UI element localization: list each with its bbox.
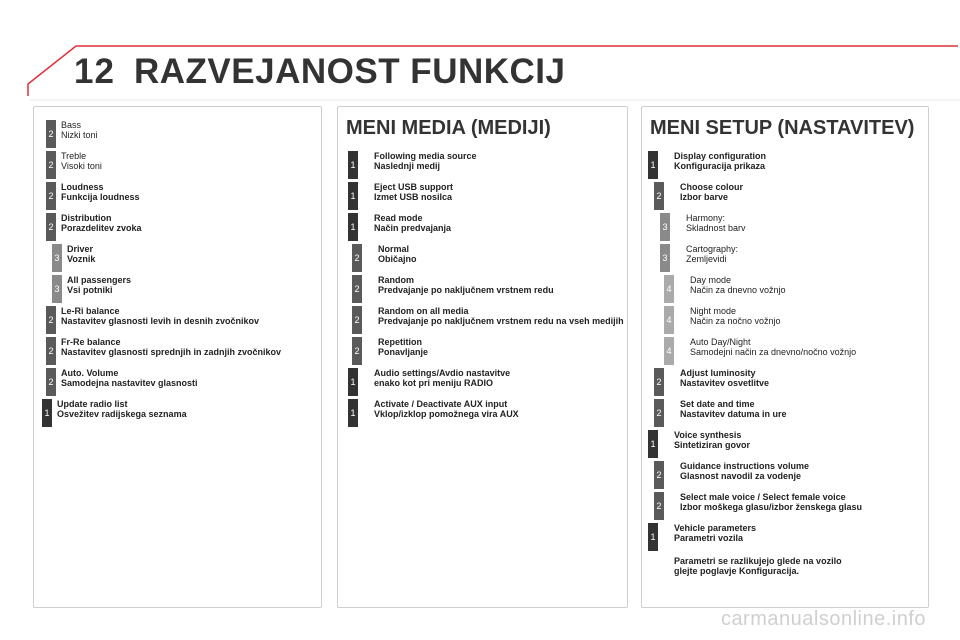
menu-item-text (690, 306, 781, 326)
menu-item (338, 275, 627, 303)
item-label-en: Random (378, 275, 414, 285)
level-badge: 3 (52, 244, 62, 272)
item-label-sl: Zemljevidi (686, 254, 727, 264)
item-label-en: Le-Ri balance (61, 306, 120, 316)
level-badge: 3 (660, 213, 670, 241)
setup-menu-title: MENI SETUP (NASTAVITEV) (650, 117, 915, 139)
level-badge: 3 (52, 275, 62, 303)
item-label-en: Activate / Deactivate AUX input (374, 399, 508, 409)
level-badge: 1 (348, 213, 358, 241)
menu-item (338, 151, 627, 179)
menu-item-text (680, 182, 743, 202)
level-badge: 1 (648, 430, 658, 458)
menu-item (642, 523, 928, 551)
level-badge: 1 (648, 523, 658, 551)
level-badge: 2 (352, 337, 362, 365)
level-badge: 4 (664, 306, 674, 334)
level-badge: 2 (654, 461, 664, 489)
page-title: RAZVEJANOST FUNKCIJ (134, 52, 566, 91)
item-label-en: Harmony: (686, 213, 726, 223)
level-badge: 2 (352, 244, 362, 272)
item-label-en: Random on all media (378, 306, 469, 316)
menu-item-text (686, 244, 738, 264)
menu-item (642, 399, 928, 427)
footnote-line-2: glejte poglavje Konfiguracija. (674, 566, 800, 576)
menu-item-text (61, 182, 140, 202)
item-label-en: Guidance instructions volume (680, 461, 810, 471)
level-badge: 2 (352, 306, 362, 334)
item-label-en: Following media source (374, 151, 477, 161)
item-label-sl: Skladnost barv (686, 223, 746, 233)
menu-item-text (686, 213, 746, 233)
menu-item-text (374, 213, 451, 233)
chapter-number: 12 (74, 52, 115, 91)
menu-item-text (57, 399, 187, 419)
level-badge: 1 (648, 151, 658, 179)
item-label-sl: enako kot pri meniju RADIO (374, 378, 494, 388)
level-badge: 1 (348, 182, 358, 210)
menu-item (338, 182, 627, 210)
level-badge: 2 (352, 275, 362, 303)
menu-item-text (674, 151, 766, 171)
item-label-en: Driver (67, 244, 94, 254)
menu-item-text (378, 337, 428, 357)
menu-item (642, 151, 928, 179)
item-label-en: Repetition (378, 337, 422, 347)
media-menu-column (337, 106, 628, 608)
item-label-en: Distribution (61, 213, 112, 223)
item-label-en: Select male voice / Select female voice (680, 492, 846, 502)
level-badge: 2 (654, 182, 664, 210)
menu-item (642, 213, 928, 241)
menu-item (642, 306, 928, 334)
menu-item (34, 244, 321, 272)
menu-item (642, 244, 928, 272)
item-label-sl: Vklop/izklop pomožnega vira AUX (374, 409, 519, 419)
menu-item (34, 213, 321, 241)
menu-item-text (374, 182, 453, 202)
item-label-sl: Nastavitev datuma in ure (680, 409, 787, 419)
menu-item-text (378, 275, 554, 295)
menu-item (642, 492, 928, 520)
item-label-en: Day mode (690, 275, 732, 285)
item-label-en: Display configuration (674, 151, 767, 161)
item-label-en: Night mode (690, 306, 737, 316)
menu-item (642, 430, 928, 458)
item-label-sl: Parametri vozila (674, 533, 744, 543)
level-badge: 2 (46, 151, 56, 179)
level-badge: 2 (654, 368, 664, 396)
item-label-sl: Izmet USB nosilca (374, 192, 453, 202)
item-label-sl: Sintetiziran govor (674, 440, 751, 450)
setup-footnote (674, 556, 842, 576)
item-label-sl: Izbor moškega glasu/izbor ženskega glasu (680, 502, 863, 512)
item-label-sl: Voznik (67, 254, 96, 264)
item-label-en: Voice synthesis (674, 430, 742, 440)
item-label-en: Loudness (61, 182, 104, 192)
item-label-en: All passengers (67, 275, 132, 285)
level-badge: 1 (348, 368, 358, 396)
menu-item-text (378, 244, 417, 264)
level-badge: 2 (46, 368, 56, 396)
menu-item-text (61, 306, 259, 326)
item-label-sl: Nastavitev glasnosti levih in desnih zvočnikov (61, 316, 260, 326)
menu-item (34, 182, 321, 210)
item-label-en: Normal (378, 244, 410, 254)
menu-item-text (674, 430, 750, 450)
menu-item-text (378, 306, 624, 326)
item-label-sl: Samodejni način za dnevno/nočno vožnjo (690, 347, 857, 357)
menu-item-text (680, 492, 862, 512)
menu-item (34, 151, 321, 179)
level-badge: 2 (46, 120, 56, 148)
item-label-en: Auto Day/Night (690, 337, 751, 347)
level-badge: 2 (654, 492, 664, 520)
level-badge: 1 (348, 151, 358, 179)
item-label-sl: Nizki toni (61, 130, 98, 140)
level-badge: 2 (46, 182, 56, 210)
menu-item-text (67, 244, 95, 264)
item-label-en: Choose colour (680, 182, 744, 192)
item-label-sl: Samodejna nastavitev glasnosti (61, 378, 198, 388)
menu-item (34, 120, 321, 148)
menu-item-text (680, 461, 809, 481)
menu-item-text (374, 399, 519, 419)
item-label-sl: Izbor barve (680, 192, 729, 202)
item-label-en: Auto. Volume (61, 368, 119, 378)
menu-item (642, 337, 928, 365)
menu-item (34, 306, 321, 334)
level-badge: 1 (348, 399, 358, 427)
item-label-sl: Porazdelitev zvoka (61, 223, 142, 233)
item-label-en: Adjust luminosity (680, 368, 756, 378)
item-label-sl: Glasnost navodil za vodenje (680, 471, 802, 481)
item-label-sl: Nastavitev glasnosti sprednjih in zadnjih zvočnikov (61, 347, 282, 357)
menu-item-text (61, 368, 198, 388)
setup-menu-column (641, 106, 929, 608)
item-label-en: Update radio list (57, 399, 128, 409)
menu-item (34, 368, 321, 396)
menu-item-text (690, 337, 856, 357)
item-label-sl: Predvajanje po naključnem vrstnem redu (378, 285, 554, 295)
menu-item (338, 244, 627, 272)
menu-item-text (374, 151, 477, 171)
menu-item-text (61, 337, 281, 357)
audio-settings-column (33, 106, 322, 608)
menu-item-text (61, 213, 142, 233)
level-badge: 4 (664, 275, 674, 303)
menu-item (642, 182, 928, 210)
item-label-sl: Vsi potniki (67, 285, 113, 295)
level-badge: 2 (46, 337, 56, 365)
menu-item (338, 399, 627, 427)
item-label-sl: Osvežitev radijskega seznama (57, 409, 187, 419)
menu-item-text (680, 368, 769, 388)
item-label-en: Audio settings/Avdio nastavitve (374, 368, 511, 378)
menu-item-text (680, 399, 787, 419)
menu-item (642, 368, 928, 396)
item-label-sl: Funkcija loudness (61, 192, 140, 202)
item-label-en: Cartography: (686, 244, 739, 254)
item-label-sl: Način za nočno vožnjo (690, 316, 781, 326)
menu-item-text (67, 275, 131, 295)
item-label-en: Eject USB support (374, 182, 454, 192)
item-label-sl: Predvajanje po naključnem vrstnem redu na vseh medijih (378, 316, 624, 326)
menu-item-text (674, 523, 756, 543)
media-menu-title: MENI MEDIA (MEDIJI) (346, 117, 551, 139)
item-label-sl: Običajno (378, 254, 417, 264)
menu-item (34, 399, 321, 427)
watermark: carmanualsonline.info (720, 608, 926, 630)
menu-item (34, 337, 321, 365)
menu-item (34, 275, 321, 303)
item-label-en: Set date and time (680, 399, 755, 409)
level-badge: 2 (654, 399, 664, 427)
menu-item-text (690, 275, 786, 295)
item-label-en: Vehicle parameters (674, 523, 757, 533)
item-label-en: Bass (61, 120, 82, 130)
menu-item (338, 337, 627, 365)
level-badge: 2 (46, 213, 56, 241)
item-label-sl: Naslednji medij (374, 161, 441, 171)
menu-item (642, 461, 928, 489)
footnote-line-1: Parametri se razlikujejo glede na vozilo (674, 556, 842, 566)
item-label-sl: Nastavitev osvetlitve (680, 378, 770, 388)
menu-item-text (61, 151, 102, 171)
menu-item (642, 275, 928, 303)
menu-item (338, 213, 627, 241)
item-label-sl: Visoki toni (61, 161, 102, 171)
item-label-sl: Način za dnevno vožnjo (690, 285, 786, 295)
menu-item (338, 306, 627, 334)
level-badge: 3 (660, 244, 670, 272)
item-label-sl: Ponavljanje (378, 347, 429, 357)
item-label-en: Fr-Re balance (61, 337, 121, 347)
menu-item (338, 368, 627, 396)
menu-item-text (61, 120, 98, 140)
item-label-en: Treble (61, 151, 87, 161)
level-badge: 1 (42, 399, 52, 427)
item-label-sl: Način predvajanja (374, 223, 452, 233)
item-label-sl: Konfiguracija prikaza (674, 161, 766, 171)
menu-item-text (374, 368, 510, 388)
level-badge: 4 (664, 337, 674, 365)
item-label-en: Read mode (374, 213, 423, 223)
level-badge: 2 (46, 306, 56, 334)
